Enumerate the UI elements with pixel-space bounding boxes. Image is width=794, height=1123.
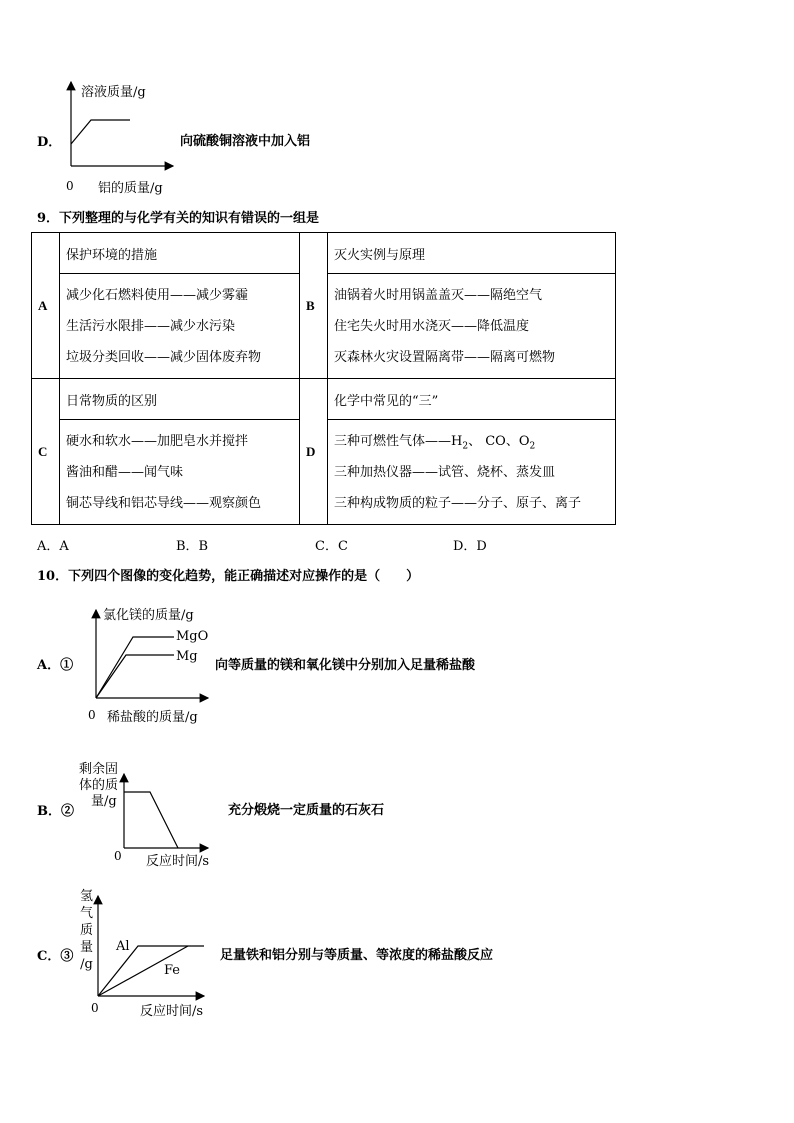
x-axis-label: 反应时间/s [146,854,210,869]
y-axis-label-char: 气 [80,906,94,921]
y-axis-label-line: 量/g [91,794,117,809]
origin-label: 0 [114,849,122,863]
row-a-label: A [32,233,60,379]
mg-line [96,655,174,698]
q10-option-c-caption: 足量铁和铝分别与等质量、等浓度的稀盐酸反应 [220,948,494,963]
cell-b-items [328,274,616,379]
q9-option-c: C．C [315,539,348,554]
al-label: Al [116,939,130,954]
q8-option-d-caption: 向硫酸铜溶液中加入铝 [180,134,311,149]
origin-label: 0 [88,708,96,722]
q9-stem: 9．下列整理的与化学有关的知识有错误的一组是 [37,211,320,226]
y-axis-label-char: 量 [80,940,94,955]
x-axis-label: 铝的质量/g [98,181,163,196]
list-item: 减少化石燃料使用——减少雾霾 [66,287,249,303]
list-item: 生活污水限排——减少水污染 [66,318,236,334]
y-axis-label-line: 剩余固 [79,762,119,777]
curve [124,792,178,848]
y-axis-label-char: 氢 [80,889,94,904]
x-axis-label: 反应时间/s [140,1004,204,1019]
cell-d-items [328,420,616,525]
q10-option-c-label: C．③ [37,949,74,964]
row-b-label: B [300,233,328,379]
list-item: 三种构成物质的粒子——分子、原子、离子 [334,495,582,511]
y-axis-label-char: /g [80,957,93,972]
origin-label: 0 [66,179,74,193]
q10-option-a-graph [80,600,220,730]
list-item: 硬水和软水——加肥皂水并搅拌 [66,433,249,449]
curve [71,120,130,144]
cell-a-items [60,274,300,379]
q10-option-b-label: B．② [37,804,74,819]
q9-option-a: A．A [37,539,69,554]
cell-b-heading: 灭火实例与原理 [328,233,616,274]
list-item: 三种加热仪器——试管、烧杯、蒸发皿 [334,464,556,480]
cell-c-items [60,420,300,525]
y-axis-label-line: 体的质 [79,778,119,793]
q10-stem: 10．下列四个图像的变化趋势，能正确描述对应操作的是（ ） [37,569,420,584]
list-item: 铜芯导线和铝芯导线——观察颜色 [66,495,262,511]
x-axis-label: 稀盐酸的质量/g [107,710,198,725]
list-item: 三种可燃性气体$——H_2$、 CO、$O_2$ [334,433,536,452]
q10-option-a-caption: 向等质量的镁和氧化镁中分别加入足量稀盐酸 [215,658,476,673]
list-item: 酱油和醋——闻气味 [66,464,184,480]
cell-c-heading: 日常物质的区别 [60,379,300,420]
y-axis-label: 氯化镁的质量/g [103,608,194,623]
mgo-label: MgO [176,629,209,644]
row-d-label: D [300,379,328,525]
list-item: 垃圾分类回收——减少固体废弃物 [66,349,262,365]
al-line [98,946,204,996]
q8-option-d-label: D． [37,135,62,150]
list-item: 住宅失火时用水浇灭——降低温度 [334,318,530,334]
q10-option-b-graph [110,770,220,870]
list-item: 灭森林火灾设置隔离带——隔离可燃物 [334,349,556,365]
row-c-label: C [32,379,60,525]
list-item: 油锅着火时用锅盖盖灭——隔绝空气 [334,287,543,303]
q10-option-c-graph [84,890,214,1025]
y-axis-label-char: 质 [80,923,94,938]
fe-label: Fe [164,963,181,978]
q9-option-d: D．D [453,539,487,554]
origin-label: 0 [91,1001,99,1015]
q10-option-a-label: A．① [37,658,74,673]
cell-a-heading: 保护环境的措施 [60,233,300,274]
q9-option-b: B．B [176,539,209,554]
mgo-line [96,637,174,698]
q9-table [31,232,616,525]
q10-option-b-caption: 充分煅烧一定质量的石灰石 [228,803,385,818]
mg-label: Mg [176,649,198,664]
cell-d-heading: 化学中常见的“三” [328,379,616,420]
y-axis-label: 溶液质量/g [81,85,146,100]
